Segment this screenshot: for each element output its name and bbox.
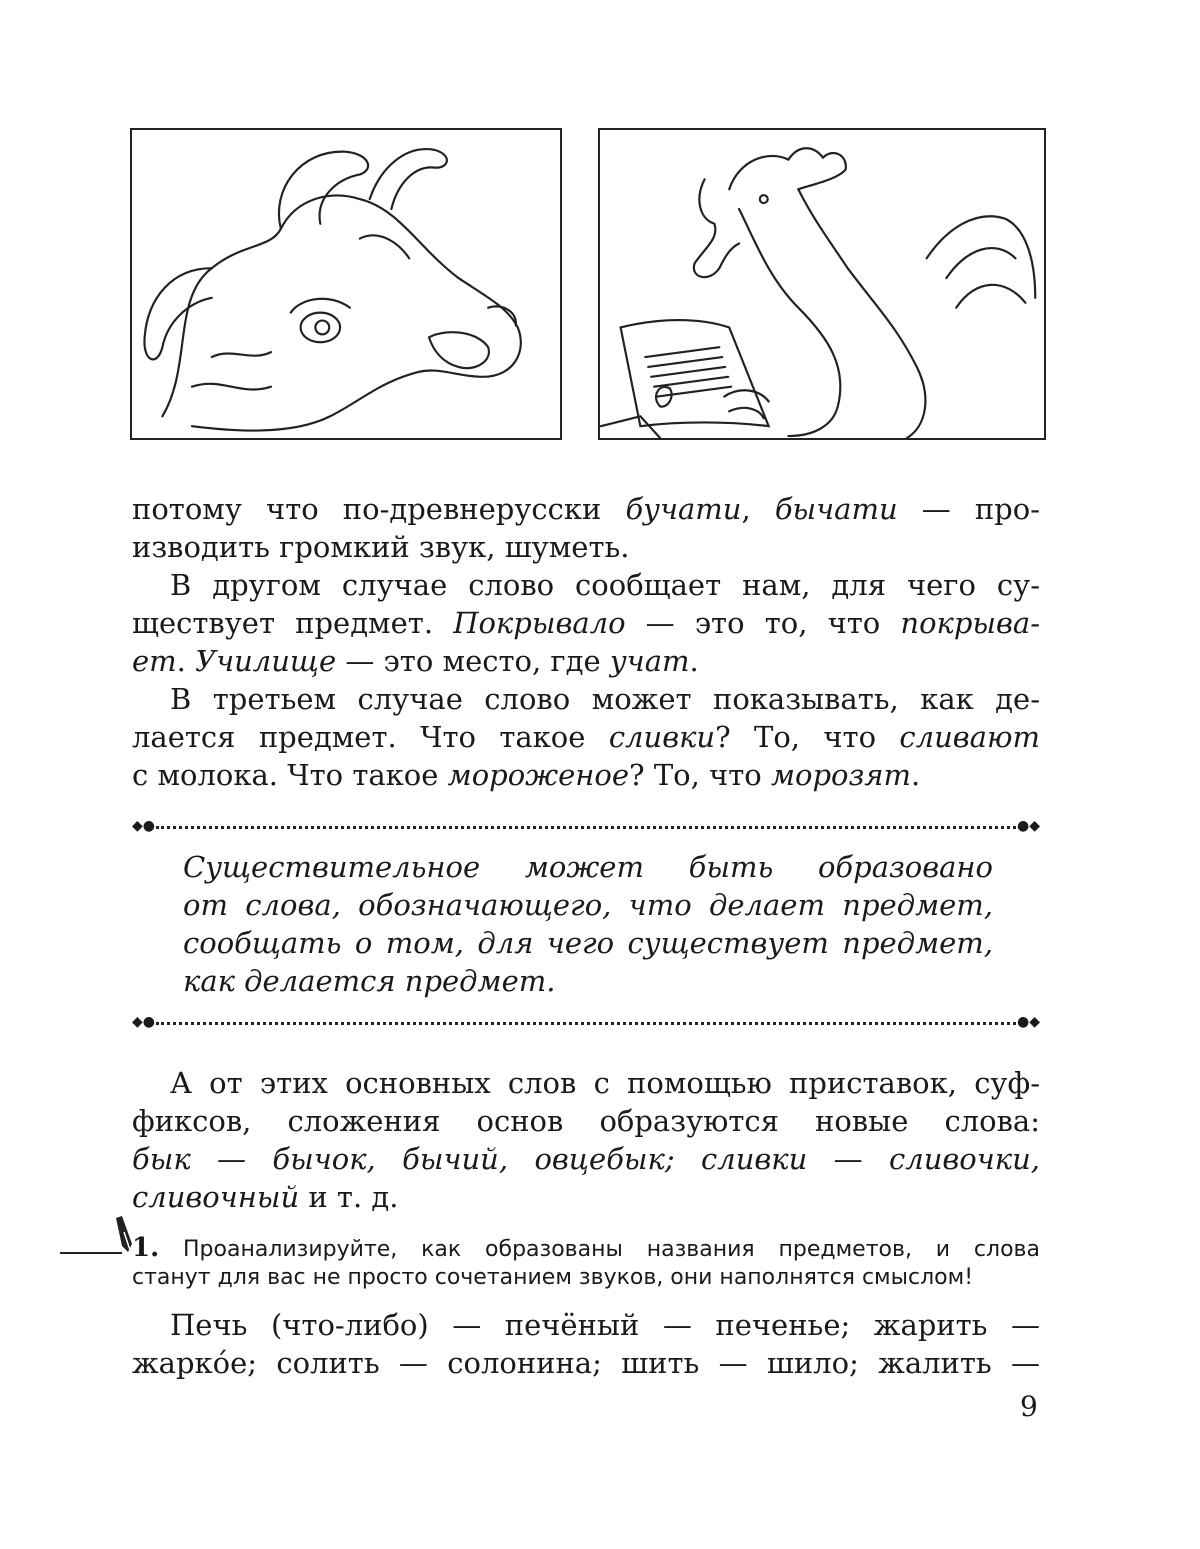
rooster-drawing: [600, 130, 1044, 438]
italic-word: сливки: [608, 720, 716, 754]
paragraph-line: [132, 756, 1040, 794]
italic-word: сливочный: [132, 1180, 300, 1214]
text-fragment: ,: [741, 492, 775, 526]
rooster-singing-illustration: [598, 128, 1046, 440]
paragraph-line: фиксов, сложения основ образуются новые слова:: [132, 1104, 1040, 1138]
italic-word: бычати: [774, 492, 898, 526]
dotted-divider-top: [132, 820, 1040, 834]
paragraph-line: [132, 490, 1040, 528]
bull-drawing: [132, 130, 560, 438]
text-fragment: — это то, что: [625, 606, 901, 640]
ornament-right-icon: ●◆: [1017, 818, 1040, 834]
paragraph-line: [132, 642, 1040, 680]
italic-word: Покрывало: [453, 606, 626, 640]
exercise-line: жарко́е; солить — солонина; шить — шило; жалить —: [132, 1346, 1040, 1380]
page-number: 9: [1020, 1390, 1038, 1423]
task-line: станут для вас не просто сочетанием звуков, они наполнятся смыслом!: [132, 1265, 974, 1290]
text-fragment: и т. д.: [299, 1180, 399, 1214]
italic-word: Училище: [195, 644, 337, 678]
paragraph-line: А от этих основных слов с помощью приставок, суф-: [170, 1066, 1040, 1100]
text-fragment: потому что по-древнерусски: [132, 492, 626, 526]
dotted-line: [156, 1022, 1016, 1025]
italic-word: морозят: [770, 758, 911, 792]
text-fragment: с молока. Что такое: [132, 758, 448, 792]
paragraph-line: [132, 1178, 1040, 1216]
ornament-left-icon: ◆●: [132, 818, 155, 834]
exercise-line: Печь (что-либо) — печёный — печенье; жарить —: [170, 1308, 1040, 1342]
italic-word: бучати: [625, 492, 742, 526]
rule-line: Существительное может быть образовано: [183, 850, 993, 884]
italic-word: учат: [609, 644, 690, 678]
paragraph-line: изводить громкий звук, шуметь.: [132, 530, 630, 564]
dotted-divider-bottom: [132, 1016, 1040, 1030]
ornament-left-icon: ◆●: [132, 1014, 155, 1030]
paragraph-line: [132, 604, 1040, 642]
paragraph-line: [132, 718, 1040, 756]
text-fragment: .: [911, 758, 921, 792]
rule-line: от слова, обозначающего, что делает предмет,: [183, 888, 993, 922]
text-fragment: лается предмет. Что такое: [132, 720, 609, 754]
paragraph-line: бык — бычок, бычий, овцебык; сливки — сливочки,: [132, 1142, 1040, 1176]
bull-head-illustration: [130, 128, 562, 440]
dotted-line: [156, 826, 1016, 829]
text-fragment: .: [689, 644, 699, 678]
text-fragment: — это место, где: [336, 644, 610, 678]
paragraph-line: В другом случае слово сообщает нам, для чего су-: [170, 568, 1040, 602]
text-fragment: .: [176, 644, 196, 678]
text-fragment: — про-: [897, 492, 1040, 526]
italic-word: покрыва-: [900, 606, 1040, 640]
task-line: [132, 1233, 1040, 1265]
italic-word: мороженое: [447, 758, 630, 792]
ornament-right-icon: ●◆: [1017, 1014, 1040, 1030]
rule-line: сообщать о том, для чего существует предмет,: [183, 926, 993, 960]
italic-word: сливают: [899, 720, 1041, 754]
paragraph-line: В третьем случае слово может показывать, как де-: [170, 682, 1040, 716]
task-text: Проанализируйте, как образованы названия предметов, и слова: [159, 1237, 1040, 1262]
task-number: 1.: [132, 1233, 160, 1263]
text-fragment: ществует предмет.: [132, 606, 454, 640]
italic-word: ет: [132, 644, 177, 678]
text-fragment: ? То, что: [715, 720, 900, 754]
text-fragment: ? То, что: [629, 758, 771, 792]
rule-line: как делается предмет.: [183, 964, 556, 998]
